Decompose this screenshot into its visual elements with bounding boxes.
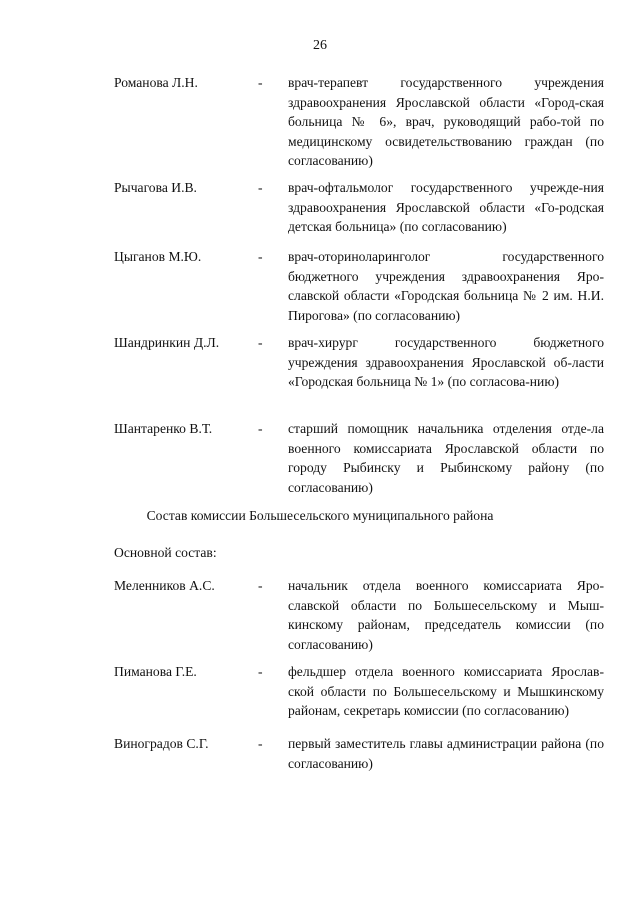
member-name: Рычагова И.В. [114, 180, 197, 195]
dash-separator: - [258, 75, 263, 90]
member-position: врач-хирург государственного бюджетного учреждения здравоохранения Ярославской об-ласти «Городская больница № 1» (по согласова-нию) [288, 335, 604, 390]
member-position: начальник отдела военного комиссариата Яро-славской области по Большесельскому и Мыш-кинскому районам, председатель комиссии (по согласованию) [288, 578, 604, 652]
member-entry [114, 734, 604, 773]
member-entry [114, 73, 604, 171]
member-entry [114, 247, 604, 325]
member-name: Виноградов С.Г. [114, 736, 209, 751]
dash-separator: - [258, 421, 263, 436]
dash-separator: - [258, 736, 263, 751]
dash-separator: - [258, 578, 263, 593]
member-position: врач-оториноларинголог государственного бюджетного учреждения здравоохранения Яро-славской области «Городская больница № 2 им. Н.И. Пирогова» (по согласованию) [288, 249, 604, 323]
member-entry [114, 333, 604, 392]
member-name: Шантаренко В.Т. [114, 421, 213, 436]
member-position: старший помощник начальника отделения отде-ла военного комиссариата Ярославской области по городу Рыбинску и Рыбинскому району (по согласованию) [288, 421, 604, 495]
member-name: Меленников А.С. [114, 578, 215, 593]
dash-separator: - [258, 335, 263, 350]
dash-separator: - [258, 249, 263, 264]
member-entry [114, 662, 604, 721]
dash-separator: - [258, 180, 263, 195]
member-entry [114, 576, 604, 654]
member-entry [114, 178, 604, 237]
member-position: фельдшер отдела военного комиссариата Ярослав-ской области по Большесельскому и Мышкинскому районам, секретарь комиссии (по согласованию) [288, 664, 604, 719]
member-name: Пиманова Г.Е. [114, 664, 197, 679]
subsection-heading: Основной состав: [114, 545, 217, 560]
member-name: Романова Л.Н. [114, 75, 198, 90]
section-heading: Состав комиссии Большесельского муниципального района [146, 508, 494, 523]
dash-separator: - [258, 664, 263, 679]
page-number: 26 [313, 38, 327, 53]
member-name: Цыганов М.Ю. [114, 249, 202, 264]
member-position: врач-терапевт государственного учреждения здравоохранения Ярославской области «Город-ская больница № 6», врач, руководящий рабо-той по медицинскому освидетельствованию граждан (по согласованию) [288, 75, 604, 169]
member-position: первый заместитель главы администрации района (по согласованию) [288, 736, 604, 771]
member-entry [114, 419, 604, 497]
member-name: Шандринкин Д.Л. [114, 335, 220, 350]
member-position: врач-офтальмолог государственного учрежде-ния здравоохранения Ярославской области «Го-родская детская больница» (по согласованию) [288, 180, 604, 235]
